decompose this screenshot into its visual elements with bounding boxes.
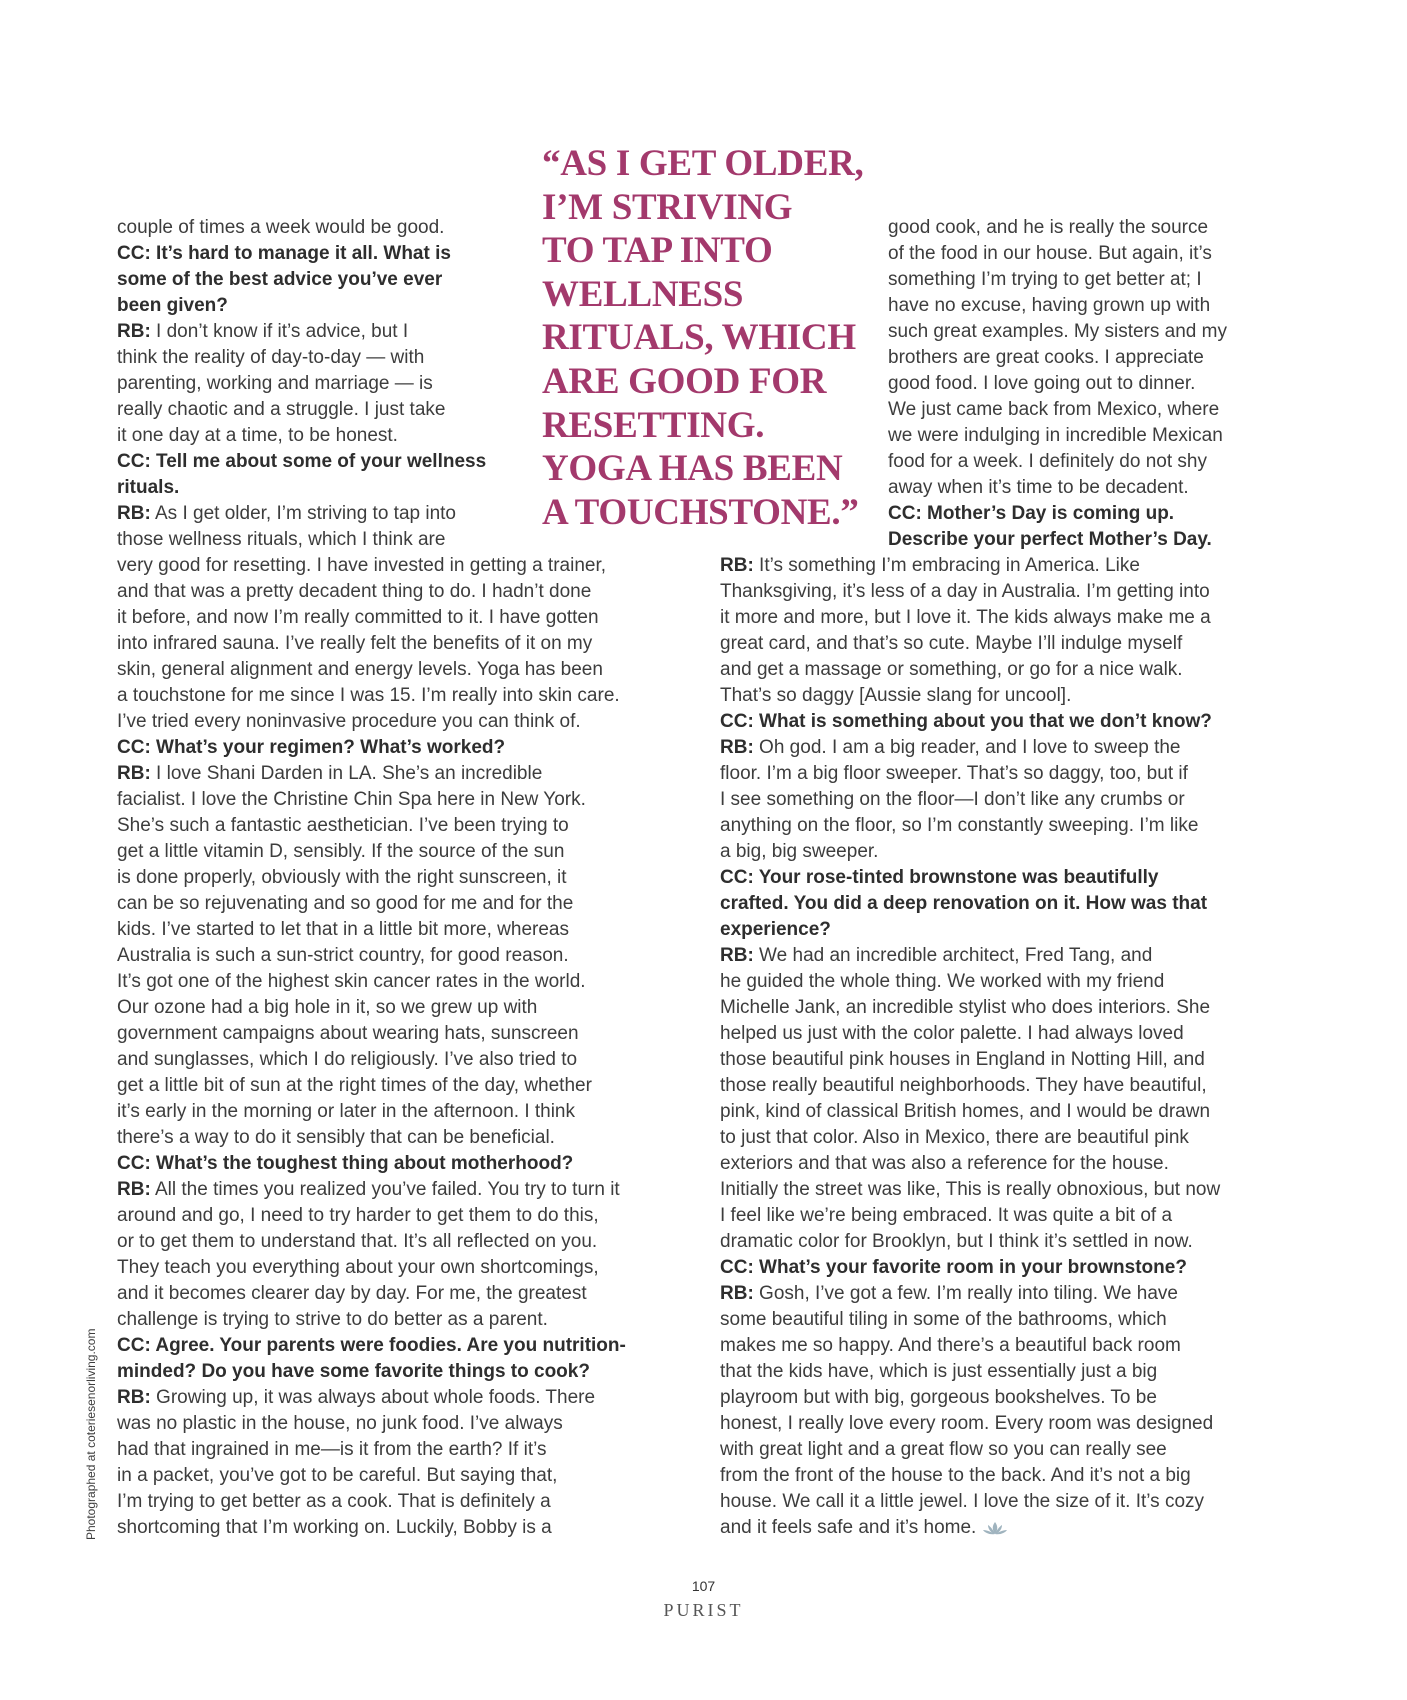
- line-text: skin, general alignment and energy levels. Yoga has been: [117, 659, 603, 680]
- column-left-top: [117, 215, 486, 553]
- text-line: [117, 813, 626, 839]
- text-line: [720, 1047, 1220, 1073]
- line-text: is done properly, obviously with the right sunscreen, it: [117, 867, 567, 888]
- line-text: those beautiful pink houses in England in Notting Hill, and: [720, 1049, 1205, 1070]
- line-text: CC: Agree. Your parents were foodies. Are you nutrition-: [117, 1335, 626, 1356]
- pull-quote-line: YOGA HAS BEEN: [542, 448, 843, 490]
- question-line: [720, 709, 1220, 735]
- line-text: anything on the floor, so I’m constantly sweeping. I’m like: [720, 815, 1199, 836]
- line-text: and sunglasses, which I do religiously. I’ve also tried to: [117, 1049, 578, 1070]
- text-line: [720, 1203, 1220, 1229]
- column-left-bottom: [117, 553, 626, 1541]
- line-text: and it feels safe and it’s home.: [720, 1517, 977, 1538]
- speaker-label: RB:: [117, 321, 151, 342]
- line-text: dramatic color for Brooklyn, but I think it’s settled in now.: [720, 1231, 1193, 1252]
- question-line: [117, 293, 486, 319]
- text-line: [720, 1463, 1220, 1489]
- line-text: house. We call it a little jewel. I love the size of it. It’s cozy: [720, 1491, 1205, 1512]
- text-line: [720, 1021, 1220, 1047]
- line-text: been given?: [117, 295, 228, 316]
- text-line: [117, 787, 626, 813]
- text-line: [117, 1047, 626, 1073]
- speaker-label: RB:: [720, 555, 754, 576]
- line-text: we were indulging in incredible Mexican: [888, 425, 1223, 446]
- text-line: [720, 1385, 1220, 1411]
- line-text: It’s something I’m embracing in America. Like: [753, 555, 1140, 576]
- text-line: [720, 1099, 1220, 1125]
- line-text: CC: What’s your regimen? What’s worked?: [117, 737, 506, 758]
- text-line: [117, 1489, 626, 1515]
- line-text: food for a week. I definitely do not shy: [888, 451, 1207, 472]
- line-text: Oh god. I am a big reader, and I love to sweep the: [753, 737, 1181, 758]
- text-line: [117, 891, 626, 917]
- line-text: CC: It’s hard to manage it all. What is: [117, 243, 451, 264]
- text-line: [720, 553, 1220, 579]
- text-line: [117, 969, 626, 995]
- text-line: [117, 1021, 626, 1047]
- line-text: was no plastic in the house, no junk food. I’ve always: [117, 1413, 563, 1434]
- question-line: [720, 1255, 1220, 1281]
- line-text: helped us just with the color palette. I had always loved: [720, 1023, 1184, 1044]
- line-text: to just that color. Also in Mexico, there are beautiful pink: [720, 1127, 1189, 1148]
- line-text: exteriors and that was also a reference for the house.: [720, 1153, 1169, 1174]
- line-text: kids. I’ve started to let that in a little bit more, whereas: [117, 919, 569, 940]
- pull-quote-line: “AS I GET OLDER,: [542, 143, 864, 184]
- line-text: such great examples. My sisters and my: [888, 321, 1227, 342]
- pull-quote-line: RITUALS, WHICH: [542, 317, 856, 359]
- question-line: [117, 1359, 626, 1385]
- line-text: get a little bit of sun at the right times of the day, whether: [117, 1075, 592, 1096]
- speaker-label: RB:: [117, 1179, 151, 1200]
- speaker-label: RB:: [720, 737, 754, 758]
- text-line: [888, 267, 1227, 293]
- text-line: [720, 683, 1220, 709]
- line-text: We just came back from Mexico, where: [888, 399, 1220, 420]
- line-text: Gosh, I’ve got a few. I’m really into tiling. We have: [753, 1283, 1178, 1304]
- text-line: [117, 215, 486, 241]
- column-right-bottom: [720, 553, 1220, 1541]
- line-text: some beautiful tiling in some of the bathrooms, which: [720, 1309, 1167, 1330]
- line-text: a big, big sweeper.: [720, 841, 879, 862]
- line-text: government campaigns about wearing hats, sunscreen: [117, 1023, 579, 1044]
- text-line: [117, 345, 486, 371]
- text-line: [720, 579, 1220, 605]
- line-text: can be so rejuvenating and so good for me and for the: [117, 893, 574, 914]
- question-line: [720, 917, 1220, 943]
- text-line: [720, 1437, 1220, 1463]
- line-text: Describe your perfect Mother’s Day.: [888, 529, 1212, 550]
- line-text: Initially the street was like, This is really obnoxious, but now: [720, 1179, 1221, 1200]
- question-line: [117, 267, 486, 293]
- text-line: [117, 1463, 626, 1489]
- pull-quote: [542, 142, 872, 534]
- line-text: it more and more, but I love it. The kids always make me a: [720, 607, 1211, 628]
- line-text: really chaotic and a struggle. I just take: [117, 399, 446, 420]
- text-line: [117, 527, 486, 553]
- text-line: [117, 1385, 626, 1411]
- line-text: of the food in our house. But again, it’s: [888, 243, 1212, 264]
- line-text: It’s got one of the highest skin cancer rates in the world.: [117, 971, 586, 992]
- text-line: [720, 761, 1220, 787]
- text-line: [117, 1099, 626, 1125]
- line-text: Our ozone had a big hole in it, so we grew up with: [117, 997, 538, 1018]
- line-text: it one day at a time, to be honest.: [117, 425, 398, 446]
- line-text: couple of times a week would be good.: [117, 217, 445, 238]
- question-line: [117, 735, 626, 761]
- text-line: [117, 657, 626, 683]
- pull-quote-line: WELLNESS: [542, 273, 744, 315]
- line-text: Thanksgiving, it’s less of a day in Australia. I’m getting into: [720, 581, 1210, 602]
- line-text: experience?: [720, 919, 831, 940]
- text-line: [117, 1255, 626, 1281]
- text-line: [117, 1307, 626, 1333]
- question-line: [117, 449, 486, 475]
- text-line: [720, 1359, 1220, 1385]
- text-line: [117, 605, 626, 631]
- line-text: facialist. I love the Christine Chin Spa here in New York.: [117, 789, 586, 810]
- text-line: [888, 241, 1227, 267]
- text-line: [888, 345, 1227, 371]
- text-line: [720, 943, 1220, 969]
- line-text: think the reality of day-to-day — with: [117, 347, 425, 368]
- text-line: [720, 1307, 1220, 1333]
- line-text: get a little vitamin D, sensibly. If the source of the sun: [117, 841, 565, 862]
- text-line: [720, 1515, 1220, 1541]
- text-line: [117, 1281, 626, 1307]
- line-text: I love Shani Darden in LA. She’s an incredible: [150, 763, 543, 784]
- line-text: into infrared sauna. I’ve really felt the benefits of it on my: [117, 633, 593, 654]
- line-text: As I get older, I’m striving to tap into: [150, 503, 456, 524]
- line-text: makes me so happy. And there’s a beautiful back room: [720, 1335, 1181, 1356]
- question-line: [888, 527, 1227, 553]
- text-line: [117, 319, 486, 345]
- line-text: I’m trying to get better as a cook. That is definitely a: [117, 1491, 551, 1512]
- question-line: [117, 241, 486, 267]
- lotus-icon: [982, 1520, 1008, 1536]
- text-line: [117, 1411, 626, 1437]
- pull-quote-line: A TOUCHSTONE.”: [542, 491, 859, 533]
- text-line: [117, 1515, 626, 1541]
- text-line: [117, 839, 626, 865]
- line-text: those really beautiful neighborhoods. They have beautiful,: [720, 1075, 1207, 1096]
- line-text: those wellness rituals, which I think are: [117, 529, 446, 550]
- line-text: something I’m trying to get better at; I: [888, 269, 1202, 290]
- text-line: [888, 475, 1227, 501]
- text-line: [117, 371, 486, 397]
- line-text: it before, and now I’m really committed to it. I have gotten: [117, 607, 599, 628]
- photo-credit: Photographed at coteriesenorliving.com: [84, 1328, 98, 1540]
- speaker-label: RB:: [720, 1283, 754, 1304]
- text-line: [888, 397, 1227, 423]
- line-text: with great light and a great flow so you can really see: [720, 1439, 1167, 1460]
- text-line: [888, 215, 1227, 241]
- line-text: minded? Do you have some favorite things to cook?: [117, 1361, 590, 1382]
- text-line: [117, 995, 626, 1021]
- line-text: CC: What is something about you that we don’t know?: [720, 711, 1212, 732]
- line-text: playroom but with big, gorgeous bookshelves. To be: [720, 1387, 1157, 1408]
- line-text: have no excuse, having grown up with: [888, 295, 1211, 316]
- line-text: Michelle Jank, an incredible stylist who does interiors. She: [720, 997, 1211, 1018]
- line-text: We had an incredible architect, Fred Tang, and: [753, 945, 1153, 966]
- question-line: [720, 865, 1220, 891]
- text-line: [720, 1177, 1220, 1203]
- line-text: I’ve tried every noninvasive procedure you can think of.: [117, 711, 581, 732]
- text-line: [117, 943, 626, 969]
- line-text: I see something on the floor—I don’t like any crumbs or: [720, 789, 1185, 810]
- line-text: in a packet, you’ve got to be careful. But saying that,: [117, 1465, 558, 1486]
- text-line: [888, 293, 1227, 319]
- line-text: or to get them to understand that. It’s all reflected on you.: [117, 1231, 598, 1252]
- line-text: pink, kind of classical British homes, and I would be drawn: [720, 1101, 1211, 1122]
- line-text: good cook, and he is really the source: [888, 217, 1209, 238]
- text-line: [720, 1229, 1220, 1255]
- line-text: there’s a way to do it sensibly that can be beneficial.: [117, 1127, 555, 1148]
- speaker-label: RB:: [117, 1387, 151, 1408]
- text-line: [720, 995, 1220, 1021]
- text-line: [720, 1073, 1220, 1099]
- line-text: crafted. You did a deep renovation on it. How was that: [720, 893, 1208, 914]
- text-line: [720, 1489, 1220, 1515]
- text-line: [720, 1125, 1220, 1151]
- text-line: [117, 1229, 626, 1255]
- text-line: [117, 917, 626, 943]
- speaker-label: RB:: [720, 945, 754, 966]
- line-text: I feel like we’re being embraced. It was quite a bit of a: [720, 1205, 1173, 1226]
- text-line: [888, 371, 1227, 397]
- text-line: [117, 709, 626, 735]
- line-text: That’s so daggy [Aussie slang for uncool].: [720, 685, 1072, 706]
- line-text: CC: What’s the toughest thing about motherhood?: [117, 1153, 574, 1174]
- text-line: [117, 865, 626, 891]
- text-line: [117, 1125, 626, 1151]
- line-text: good food. I love going out to dinner.: [888, 373, 1196, 394]
- line-text: parenting, working and marriage — is: [117, 373, 433, 394]
- text-line: [117, 579, 626, 605]
- line-text: honest, I really love every room. Every room was designed: [720, 1413, 1214, 1434]
- text-line: [720, 657, 1220, 683]
- magazine-brand: PURIST: [663, 1600, 744, 1620]
- text-line: [117, 501, 486, 527]
- text-line: [117, 423, 486, 449]
- text-line: [888, 319, 1227, 345]
- line-text: a touchstone for me since I was 15. I’m really into skin care.: [117, 685, 620, 706]
- text-line: [720, 813, 1220, 839]
- line-text: it’s early in the morning or later in the afternoon. I think: [117, 1101, 576, 1122]
- question-line: [117, 475, 486, 501]
- text-line: [720, 1281, 1220, 1307]
- line-text: Australia is such a sun-strict country, for good reason.: [117, 945, 569, 966]
- line-text: had that ingrained in me—is it from the earth? If it’s: [117, 1439, 547, 1460]
- line-text: CC: Tell me about some of your wellness: [117, 451, 487, 472]
- text-line: [720, 631, 1220, 657]
- pull-quote-line: ARE GOOD FOR: [542, 360, 827, 402]
- line-text: he guided the whole thing. We worked with my friend: [720, 971, 1165, 992]
- text-line: [117, 631, 626, 657]
- line-text: CC: Your rose-tinted brownstone was beautifully: [720, 867, 1159, 888]
- line-text: brothers are great cooks. I appreciate: [888, 347, 1204, 368]
- page-number: 107: [691, 1578, 716, 1594]
- text-line: [117, 1437, 626, 1463]
- line-text: I don’t know if it’s advice, but I: [150, 321, 409, 342]
- text-line: [117, 683, 626, 709]
- text-line: [720, 605, 1220, 631]
- text-line: [117, 1203, 626, 1229]
- text-line: [720, 1333, 1220, 1359]
- text-line: [117, 761, 626, 787]
- text-line: [720, 787, 1220, 813]
- line-text: CC: What’s your favorite room in your brownstone?: [720, 1257, 1187, 1278]
- text-line: [888, 449, 1227, 475]
- text-line: [888, 423, 1227, 449]
- text-line: [117, 1073, 626, 1099]
- column-right-top: [888, 215, 1227, 553]
- line-text: away when it’s time to be decadent.: [888, 477, 1189, 498]
- text-line: [720, 969, 1220, 995]
- speaker-label: RB:: [117, 763, 151, 784]
- question-line: [117, 1151, 626, 1177]
- line-text: and that was a pretty decadent thing to do. I hadn’t done: [117, 581, 592, 602]
- text-line: [720, 1411, 1220, 1437]
- text-line: [720, 1151, 1220, 1177]
- line-text: CC: Mother’s Day is coming up.: [888, 503, 1175, 524]
- line-text: rituals.: [117, 477, 180, 498]
- text-line: [720, 839, 1220, 865]
- line-text: that the kids have, which is just essentially just a big: [720, 1361, 1158, 1382]
- line-text: from the front of the house to the back. And it’s not a big: [720, 1465, 1191, 1486]
- line-text: They teach you everything about your own shortcomings,: [117, 1257, 599, 1278]
- speaker-label: RB:: [117, 503, 151, 524]
- line-text: around and go, I need to try harder to get them to do this,: [117, 1205, 599, 1226]
- pull-quote-line: TO TAP INTO: [542, 230, 773, 272]
- pull-quote-line: RESETTING.: [542, 404, 765, 446]
- question-line: [888, 501, 1227, 527]
- pull-quote-line: I’M STRIVING: [542, 186, 793, 228]
- line-text: great card, and that’s so cute. Maybe I’ll indulge myself: [720, 633, 1183, 654]
- line-text: some of the best advice you’ve ever: [117, 269, 443, 290]
- line-text: All the times you realized you’ve failed. You try to turn it: [150, 1179, 620, 1200]
- line-text: She’s such a fantastic aesthetician. I’ve been trying to: [117, 815, 569, 836]
- line-text: floor. I’m a big floor sweeper. That’s so daggy, too, but if: [720, 763, 1188, 784]
- line-text: and get a massage or something, or go for a nice walk.: [720, 659, 1183, 680]
- line-text: shortcoming that I’m working on. Luckily, Bobby is a: [117, 1517, 552, 1538]
- question-line: [117, 1333, 626, 1359]
- question-line: [720, 891, 1220, 917]
- text-line: [720, 735, 1220, 761]
- text-line: [117, 1177, 626, 1203]
- line-text: very good for resetting. I have invested in getting a trainer,: [117, 555, 607, 576]
- line-text: Growing up, it was always about whole foods. There: [150, 1387, 596, 1408]
- line-text: challenge is trying to strive to do better as a parent.: [117, 1309, 548, 1330]
- text-line: [117, 553, 626, 579]
- line-text: and it becomes clearer day by day. For me, the greatest: [117, 1283, 587, 1304]
- text-line: [117, 397, 486, 423]
